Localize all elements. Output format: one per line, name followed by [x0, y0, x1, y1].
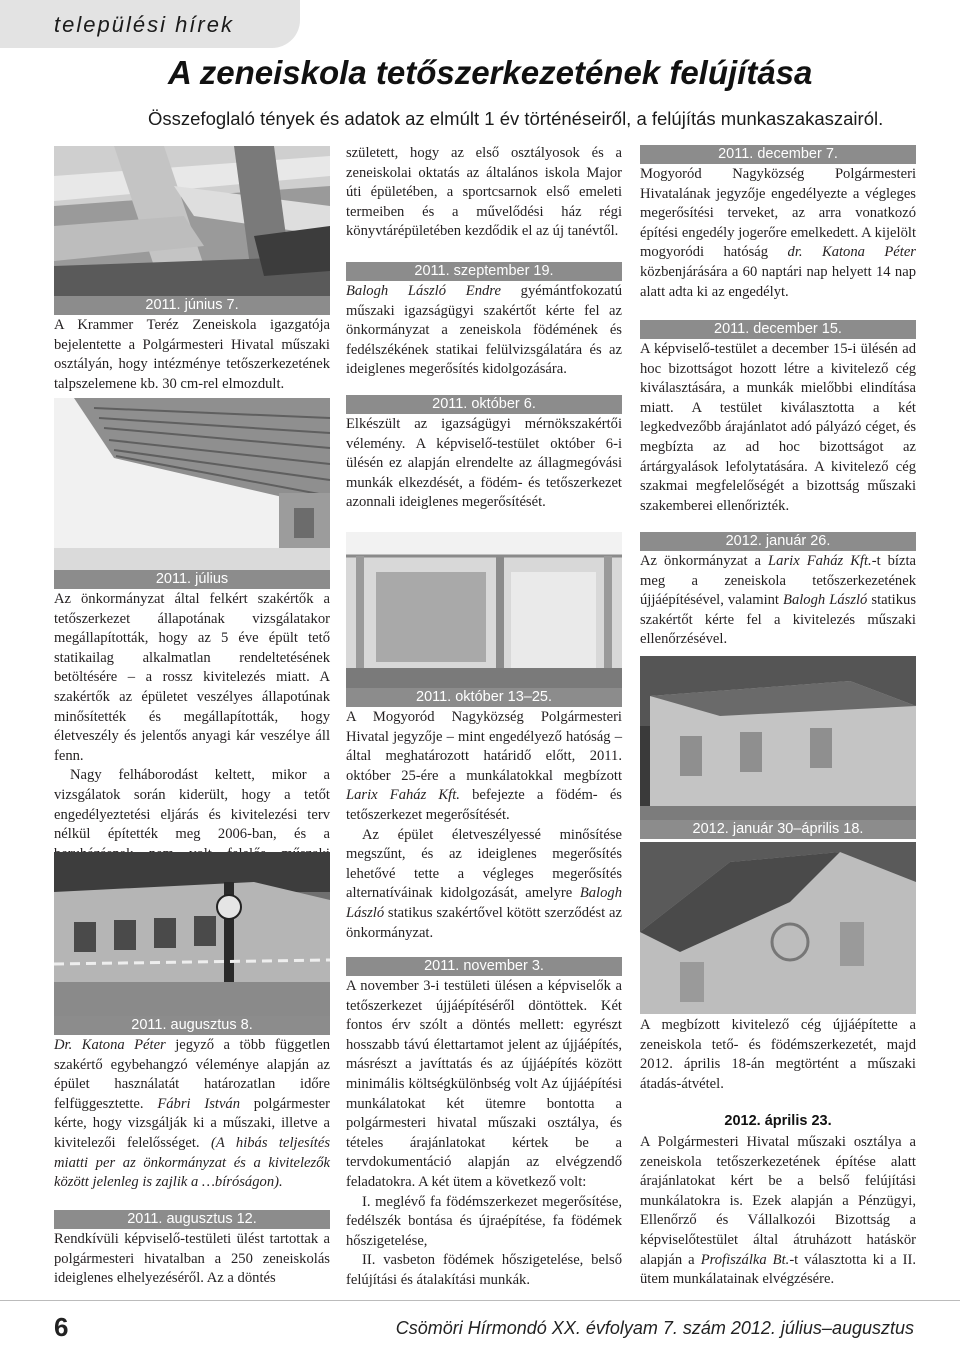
aug8-name-fabri: Fábri István	[157, 1095, 241, 1112]
aug8-text-1: jegyző a több független szakértő egybehangzó véleménye alapján az épület használatát határozatlan időre felfüggesztette.	[54, 1037, 331, 1112]
entry-date-jan30: 2012. január 30–április 18.	[640, 820, 916, 839]
footer-rule	[0, 1300, 960, 1301]
oct13-text-2: befejezte a födém- és tetőszerkezet megerősítését.	[346, 787, 622, 823]
entry-date-dec15: 2011. december 15.	[640, 320, 916, 339]
sep19-name-balogh: Balogh László Endre	[346, 283, 501, 299]
july-paragraph-1: Az önkormányzat által felkért szakértők a tetőszerkezet állapotának vizsgálatakor megállapították, hogy az 5 éve épült tető statikailag alkalmatlan rendeltetésének betöltésére – a rossz kivitelezés miatt. A szakértők az épületet veszélyes állapotúnak minősítették és megállapították, hogy életveszély és jelentős anyagi kár veszélye áll fenn.	[54, 591, 330, 764]
apr23-text-2: -t választotta ki a II. ütem munkálatainak elvégzésére.	[640, 1251, 916, 1288]
oct13-text-4: statikus szakértővel kötött szerződést az önkormányzat.	[346, 904, 622, 941]
oct13-company: Larix Faház Kft.	[346, 787, 460, 804]
jan26-company: Larix Faház Kft.	[768, 553, 872, 569]
entry-text-july	[54, 590, 330, 884]
jan26-text-1: Az önkormányzat a	[640, 553, 769, 569]
renovated-building-photo	[640, 656, 916, 820]
page-number: 6	[54, 1312, 69, 1342]
dec7-text-1: Mogyoród Nagyközség Polgármesteri Hivatalának jegyzője engedélyezte a végleges megerősítési terveket, az arra vonatkozó építési engedély jogerőre emelkedett. A kijelölt mogyoródi hatóság	[640, 166, 916, 261]
apr23-company: Profiszálka Bt.	[700, 1251, 790, 1268]
oct13-name-balogh: Balogh László	[346, 885, 622, 921]
entry-text-jan30: A megbízott kivitelező cég újjáépítette a zeneiskola tető- és födémszerkezetét, majd 2012. április 18-án megtörtént a műszaki átadás-átvétel.	[640, 1017, 916, 1092]
entry-text-aug12: Rendkívüli képviselő-testületi ülést tartottak a polgármesteri hivatalban a 250 zeneiskolás ideiglenes elhelyezéséről. Az a döntés	[54, 1231, 330, 1287]
article-title: A zeneiskola tetőszerkezetének felújítása	[168, 54, 813, 91]
entry-text-dec15: A képviselő-testület a december 15-i ülésén ad hoc bizottságot hozott létre a kivitelező cég kiválasztására, a munkák mielőbbi elindítása miatt. A testület kiválasztotta a két legkedvezőbb árajánlatot adó pályázó céget, és megbízta az ad hoc bizottságot az ártárgyalások lefolytatására. A kivitelező cég szakmai megfelelőségét a bizottság műszaki szakemberei ellenőrizték.	[640, 341, 916, 514]
entry-text-oct6: Elkészült az igazságügyi mérnökszakértői vélemény. A képviselő-testület október 6-i ülésén ez alapján elrendelte az állagmegóvási munkák elkezdését, a födém- és tetőszerkezet azonnali ideiglenes megerősítését.	[346, 416, 622, 511]
sep19-text: gyémántfokozatú műszaki igazságügyi szakértőt kérte fel az önkormányzat a zeneiskola födémének és fedélszékének statikai felülvizsgálatára és az ideiglenes megerősítés kidolgozására.	[346, 283, 622, 378]
nov3-paragraph-3: II. vasbeton födémek hőszigetelése, belső felújítási és átalakítási munkák.	[346, 1252, 622, 1288]
entry-date-july: 2011. július	[54, 570, 330, 589]
oct13-paragraph-1	[346, 708, 622, 826]
oct13-paragraph-2	[346, 826, 622, 944]
eaves-photo	[54, 398, 330, 570]
dec7-name-katona: dr. Katona Péter	[787, 244, 916, 261]
entry-date-dec7: 2011. december 7.	[640, 145, 916, 164]
entry-text-sep19	[346, 282, 622, 380]
publication-footer: Csömöri Hírmondó XX. évfolyam 7. szám 2012. július–augusztus	[395, 1318, 914, 1338]
rebuilt-roof-photo	[640, 842, 916, 1014]
dec7-text-2: közbenjárására a 60 naptári nap helyett 14 nap alatt adta ki az engedélyt.	[640, 263, 916, 300]
entry-text-jan26	[640, 552, 916, 650]
entry-date-jan26: 2012. január 26.	[640, 532, 916, 551]
entry-text-aug8	[54, 1036, 330, 1193]
entry-text-nov3	[346, 977, 622, 1291]
entry-date-aug8: 2011. augusztus 8.	[54, 1016, 330, 1035]
entry-date-sep19: 2011. szeptember 19.	[346, 262, 622, 281]
entry-text-dec7	[640, 165, 916, 302]
july-paragraph-2: Nagy felháborodást keltett, mikor a vizsgálatok során kiderült, hogy a tetőt engedélyeztetési eljárás és kivitelezési terv nélkül építették meg 2006-ban, és a	[54, 767, 330, 843]
nov3-paragraph-2: I. meglévő fa födémszerkezet megerősítése, fedélszék bontása és újraépítése, fa födémek hőszigetelése,	[346, 1193, 622, 1249]
oct13-text-3: Az épület életveszélyessé minősítése megszűnt, és az ideiglenes megerősítés lehetővé tette a végleges megerősítés alternatíváinak kidolgozását, amelyre	[346, 826, 622, 902]
section-tag: települési hírek	[54, 12, 234, 37]
entry-date-oct13: 2011. október 13–25.	[346, 688, 622, 707]
entry-date-apr23: 2012. április 23.	[724, 1113, 832, 1129]
roof-beams-photo	[54, 146, 330, 296]
aug8-name-katona: Dr. Katona Péter	[54, 1037, 166, 1053]
interior-photo	[346, 532, 622, 688]
aug8-text-3: (A hibás teljesítés miatti per az önkormányzat és a kivitelezők között jelenleg is zajlik a …bíróságon).	[54, 1134, 330, 1191]
apr23-text-1: A Polgármesteri Hivatal műszaki osztálya a zeneiskola tetőszerkezetének építése alatt árajánlatokat kért be a belső felújítási munkálatokra is. Ezek alapján a Pénzügyi, Ellenőrző és Vállalkozói Bizottság a képviselőtestület által átruházott hatáskör alapján a	[640, 1134, 916, 1268]
entry-date-aug12: 2011. augusztus 12.	[54, 1210, 330, 1229]
nov3-paragraph-1: A november 3-i testületi ülésen a képviselők a tetőszerkezet újjáépítéséről döntöttek. Két fontos érv szólt a döntés mellett: egyrészt hosszabb távú élettartamot jelent az újjáépítés, másrészt a javíttatás és az újjáépítés között minimális költségkülönbség volt Az újjáépítési munkálatokat két ütemre bontotta a polgármesteri hivatal műszaki osztálya, és tételes árajánlatokat kértek be a tervdokumentáció alapján az elvégzendő feladatokra. A két ütem a következő volt:	[346, 978, 622, 1190]
entry-date-nov3: 2011. november 3.	[346, 957, 622, 976]
article-subtitle: Összefoglaló tények és adatok az elmúlt 1 év történéseiről, a felújítás munkaszakaszairól.	[148, 108, 884, 129]
aug8-text-2: polgármester kérte, hogy vizsgálják ki a műszaki, illetve a kivitelezői felelősséget.	[54, 1095, 330, 1151]
entry-text-oct13	[346, 708, 622, 943]
entry-text-continued: született, hogy az első osztályosok és a zeneiskolai oktatás az általános iskola Major úti épületében, a sportcsarnok első emeleti termeiben és a művelődési ház régi könyvtárépületében kezdődik el az új tanévtől.	[346, 145, 622, 240]
jan26-text-3: statikus szakértőt kérte fel a kivitelezés műszaki ellenőrzésével.	[640, 592, 916, 648]
entry-text-apr23	[640, 1133, 916, 1290]
jan26-name-balogh: Balogh László	[783, 592, 868, 609]
jan26-text-2: -t bízta meg a zeneiskola tetőszerkezetének újjáépítésével, valamint	[640, 553, 916, 609]
entry-text-jun7: A Krammer Teréz Zeneiskola igazgatója bejelentette a Polgármesteri Hivatal műszaki osztályán, hogy intézménye tetőszerkezetének talpszelemene kb. 30 cm-rel elmozdult.	[54, 317, 330, 392]
entry-date-oct6: 2011. október 6.	[346, 395, 622, 414]
building-fence-photo	[54, 852, 330, 1016]
entry-date-jun7: 2011. június 7.	[54, 296, 330, 315]
oct13-text-1: A Mogyoród Nagyközség Polgármesteri Hivatal jegyzője – mint engedélyező hatóság – által meghatározott határidő előtt, 2011. október 25-ére a munkálatokkal megbízott	[346, 709, 622, 784]
